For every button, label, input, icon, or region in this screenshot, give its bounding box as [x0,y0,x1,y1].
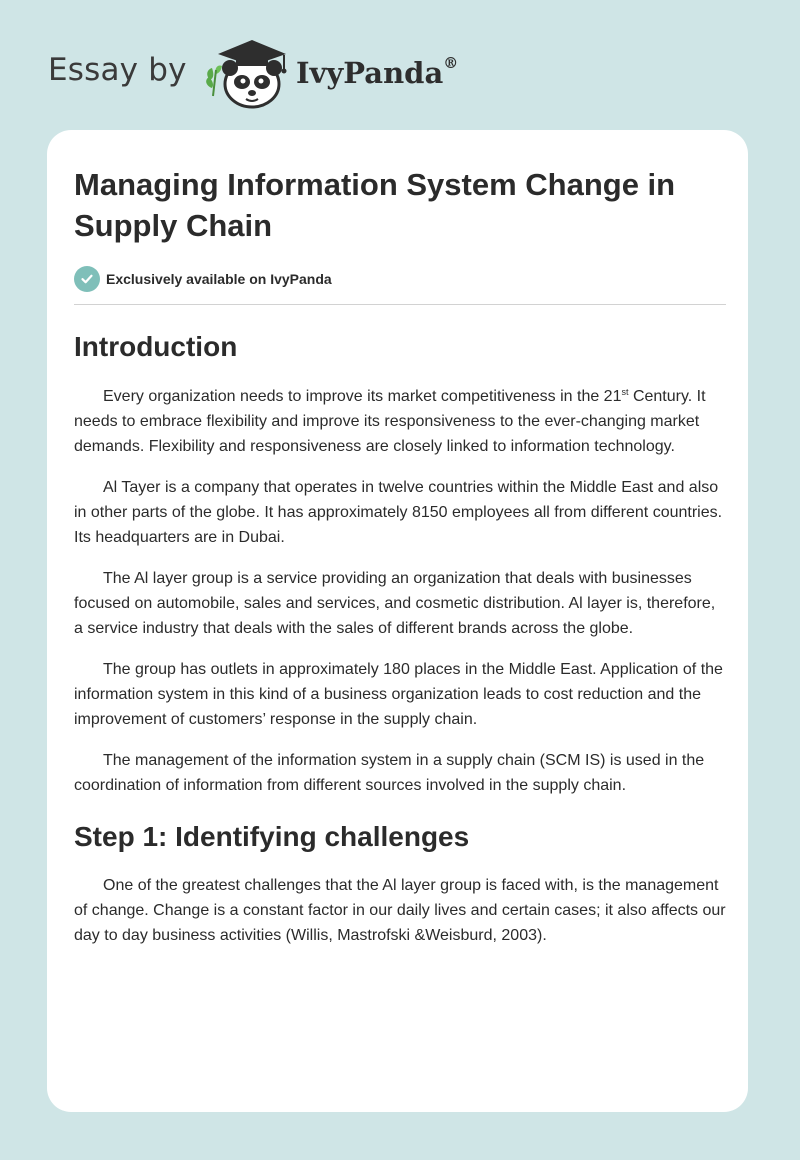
paragraph-text: Century. It needs to embrace flexibility and improve its responsiveness to the ever-changing market demands. Flexibility and responsiveness are closely linked to information technology. [74,388,706,455]
paragraph [74,384,726,459]
article-card [47,130,748,1112]
paragraph: Al Tayer is a company that operates in twelve countries within the Middle East and also in other parts of the globe. It has approximately 8150 employees all from different countries. Its headquarters are in Dubai. [74,479,723,546]
paragraph-text: Every organization needs to improve its market competitiveness in the 21 [103,388,622,405]
essay-by-label: Essay by [48,52,187,88]
section-heading-introduction: Introduction [74,331,238,362]
brand-name[interactable] [296,56,458,90]
ordinal-suffix: st [621,387,629,397]
paragraph: The Al layer group is a service providing an organization that deals with businesses focused on automobile, sales and services, and cosmetic distribution. Al layer is, therefore, a service industry that deals with the sales of different brands across the globe. [74,570,716,637]
panda-graduation-cap-logo-icon[interactable] [200,36,292,110]
brand-name-text: IvyPanda [296,56,444,90]
article-content [74,164,726,948]
paragraph: One of the greatest challenges that the Al layer group is faced with, is the management of change. Change is a constant factor in our daily lives and certain cases; it also affects our day to day business activities (Willis, Mastrofski &Weisburd, 2003). [74,877,726,944]
paragraph: The group has outlets in approximately 180 places in the Middle East. Application of the information system in this kind of a business organization leads to cost reduction and the improvement of customers’ response in the supply chain. [74,661,723,728]
exclusive-badge-text: Exclusively available on IvyPanda [106,271,332,287]
registered-mark: ® [443,54,459,73]
check-circle-icon [74,266,100,292]
title-divider [74,304,726,305]
article-title: Managing Information System Change in Supply Chain [74,167,676,243]
exclusive-badge [74,266,726,292]
site-header [0,0,800,130]
section-heading-step-1: Step 1: Identifying challenges [74,821,470,852]
paragraph: The management of the information system in a supply chain (SCM IS) is used in the coordination of information from different sources involved in the supply chain. [74,752,705,794]
